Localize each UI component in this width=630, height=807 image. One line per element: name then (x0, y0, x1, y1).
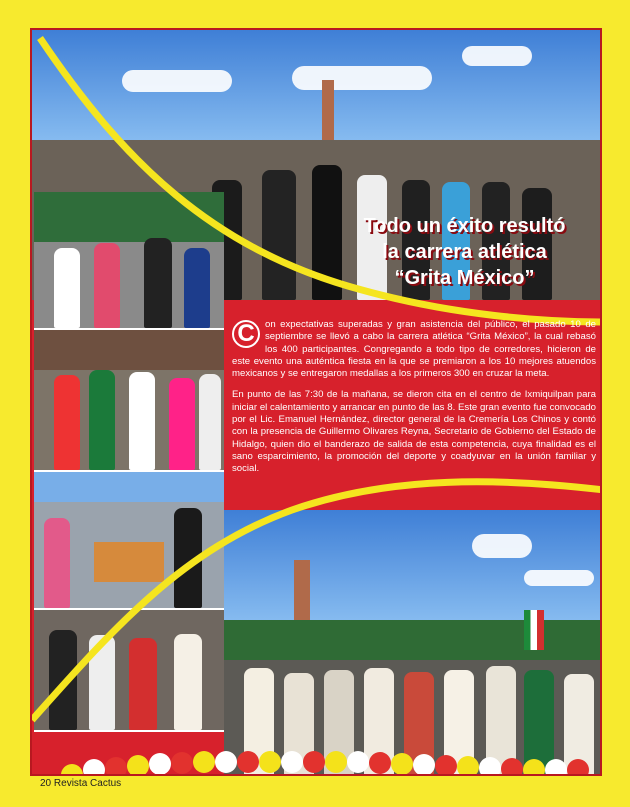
title-line-1: Todo un éxito resultó (363, 215, 566, 237)
paragraph-1-text: on expectativas superadas y gran asistencia del público, el pasado 10 de septiembre se llevó a cabo la carrera atlética “Grita México”, la cual rebasó los 400 participantes. Congregando a todo tipo de corredores, hicieron de este evento una auténtica fiesta en la que se premiaron a los 10 mejores atuendos mexicanos y se entregaron medallas a los primeros 300 en cruzar la meta. (232, 319, 596, 380)
drop-cap: C (232, 320, 260, 348)
paragraph-1 (232, 319, 596, 380)
title-line-3: “Grita México” (394, 267, 535, 289)
magazine-name: Revista Cactus (53, 778, 122, 789)
page-footer (40, 778, 121, 789)
title-line-2: la carrera atlética (382, 241, 547, 263)
paragraph-2: En punto de las 7:30 de la mañana, se dieron cita en el centro de Ixmiquilpan para iniciar el calentamiento y arrancar en punto de las 8. Este gran evento fue convocado por el Lic. Emanuel Hernández, director general de la Cremería Los Chinos y contó con la presencia de Guillermo Olivares Reyna, Secretario de Gobierno del Estado de Hidalgo, quien dio el banderazo de salida de esta competencia, cuya finalidad es el sano esparcimiento, la promoción del deporte y coadyuvar en la unión familiar y social. (232, 389, 596, 475)
article-body (232, 319, 596, 485)
article-frame (30, 28, 602, 776)
article-title (337, 213, 592, 291)
balloon-arch (32, 720, 602, 776)
page-number: 20 (40, 778, 52, 789)
